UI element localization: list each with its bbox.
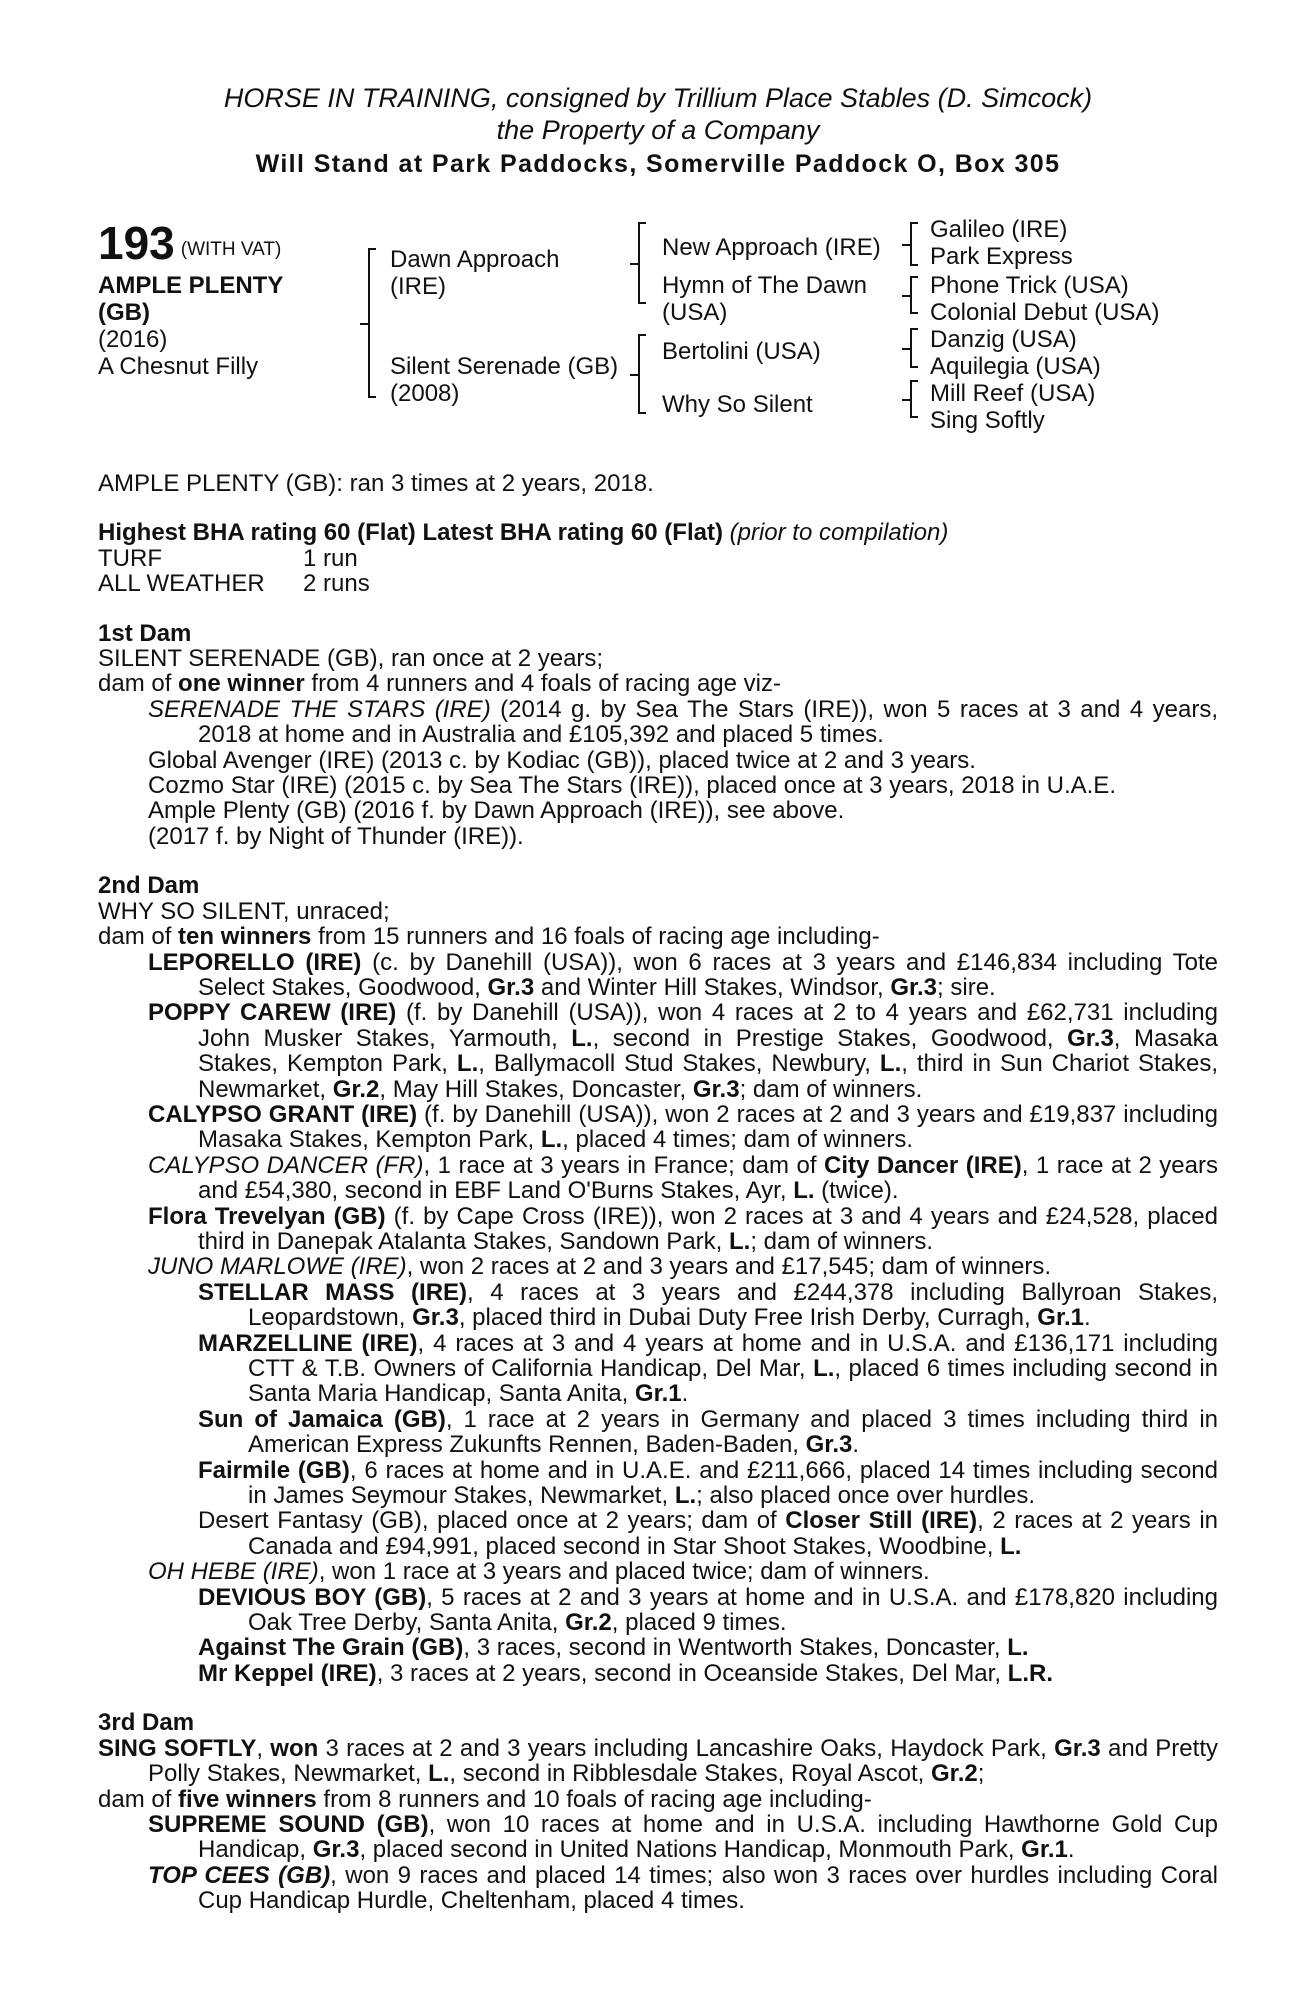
produce-subitem: MARZELLINE (IRE), 4 races at 3 and 4 years at home and in U.S.A. and £136,171 including CTT & T.B. Owners of California Handicap, Del Mar, L., placed 6 times including second in Santa Maria Handicap, Santa Anita, Gr.1. <box>198 1329 1219 1408</box>
sire-dam-country: (USA) <box>662 299 728 326</box>
brace-g3 <box>910 328 920 368</box>
produce-item: SERENADE THE STARS (IRE) (2014 g. by Sea The Stars (IRE)), won 5 races at 3 and 4 years, 2018 at home and in Australia and £105,392 and placed 5 times. <box>148 695 1219 749</box>
produce-item: SUPREME SOUND (GB), won 10 races at home and in U.S.A. including Hawthorne Gold Cup Handicap, Gr.3, placed second in United Nations Handicap, Monmouth Park, Gr.1. <box>148 1810 1218 1864</box>
brace-g2 <box>910 276 920 314</box>
produce-subitem: DEVIOUS BOY (GB), 5 races at 2 and 3 years at home and in U.S.A. and £178,820 including Oak Tree Derby, Santa Anita, Gr.2, placed 9 times. <box>198 1583 1218 1637</box>
dam-sire: Bertolini (USA) <box>662 338 821 365</box>
pedigree-block <box>98 216 1218 471</box>
vat-note: (WITH VAT) <box>180 239 282 260</box>
produce-subitem: STELLAR MASS (IRE), 4 races at 3 years and £244,378 including Ballyroan Stakes, Leopardstown, Gr.3, placed third in Dubai Duty Free Irish Derby, Curragh, Gr.1. <box>198 1278 1219 1332</box>
dam-year: (2008) <box>390 380 460 407</box>
all-weather-line: ALL WEATHER 2 runs <box>98 570 370 598</box>
dam-name: Silent Serenade (GB) <box>390 353 619 380</box>
produce-item: Flora Trevelyan (GB) (f. by Cape Cross (IRE)), won 2 races at 3 and 4 years and £24,528, placed third in Danepak Atalanta Stakes, Sandown Park, L.; dam of winners. <box>148 1202 1218 1255</box>
third-dam-line: SING SOFTLY, won 3 races at 2 and 3 years including Lancashire Oaks, Haydock Park, Gr.3 and Pretty Polly Stakes, Newmarket, L., second in Ribblesdale Stakes, Royal Ascot, Gr.2; <box>98 1734 1218 1788</box>
sire-sire: New Approach (IRE) <box>662 234 881 261</box>
horse-name: AMPLE PLENTY <box>98 272 284 299</box>
second-dam-line: WHY SO SILENT, unraced; <box>98 897 390 925</box>
produce-subitem: Mr Keppel (IRE), 3 races at 2 years, second in Oceanside Stakes, Del Mar, L.R. <box>198 1659 1053 1687</box>
brace-g1 <box>910 222 920 266</box>
produce-item: POPPY CAREW (IRE) (f. by Danehill (USA)), won 4 races at 2 to 4 years and £62,731 including John Musker Stakes, Yarmouth, L., second in Prestige Stakes, Goodwood, Gr.3, Masaka Stakes, Kempton Park, L., Ballymacoll Stud Stakes, Newbury, L., third in Sun Chariot Stakes, Newmarket, Gr.2, May Hill Stakes, Doncaster, Gr.3; dam of winners. <box>148 999 1219 1103</box>
g8: Sing Softly <box>930 407 1045 434</box>
g6: Aquilegia (USA) <box>930 353 1101 380</box>
record-summary: AMPLE PLENTY (GB): ran 3 times at 2 years, 2018. <box>98 470 654 497</box>
g7: Mill Reef (USA) <box>930 380 1096 407</box>
stand-line: Will Stand at Park Paddocks, Somerville Paddock O, Box 305 <box>255 150 1061 178</box>
produce-subitem: Fairmile (GB), 6 races at home and in U.A.E. and £211,666, placed 14 times including second in James Seymour Stakes, Newmarket, L.; also placed once over hurdles. <box>198 1456 1218 1510</box>
produce-subitem: CALYPSO DANCER (FR), 1 race at 3 years in France; dam of City Dancer (IRE), 1 race at 2 years and £54,380, second in EBF Land O'Burns Stakes, Ayr, L. (twice). <box>148 1151 1218 1205</box>
g1: Galileo (IRE) <box>930 216 1068 243</box>
g4: Colonial Debut (USA) <box>930 299 1160 326</box>
produce-item: TOP CEES (GB), won 9 races and placed 14 times; also won 3 races over hurdles including Coral Cup Handicap Hurdle, Cheltenham, placed 4 times. <box>148 1861 1219 1915</box>
consignor-line: HORSE IN TRAINING, consigned by Trillium Place Stables (D. Simcock) <box>223 83 1093 113</box>
rating-line: Highest BHA rating 60 (Flat) Latest BHA rating 60 (Flat) (prior to compilation) <box>98 519 949 547</box>
first-dam-heading: 1st Dam <box>98 619 192 647</box>
horse-year: (2016) <box>98 326 168 353</box>
third-dam-produce-line: dam of five winners from 8 runners and 10 foals of racing age including- <box>98 1785 872 1813</box>
horse-description: A Chesnut Filly <box>98 353 259 380</box>
turf-line: TURF 1 run <box>98 544 358 572</box>
produce-item: LEPORELLO (IRE) (c. by Danehill (USA)), won 6 races at 3 years and £146,834 including Tote Select Stakes, Goodwood, Gr.3 and Winter Hill Stakes, Windsor, Gr.3; sire. <box>148 948 1218 1001</box>
produce-item: OH HEBE (IRE), won 1 race at 3 years and placed twice; dam of winners. <box>148 1558 930 1586</box>
horse-country: (GB) <box>98 299 150 326</box>
produce-subitem: Sun of Jamaica (GB), 1 race at 2 years in Germany and placed 3 times including third in American Express Zukunfts Rennen, Baden-Baden, Gr.3. <box>198 1405 1218 1459</box>
first-dam-line: SILENT SERENADE (GB), ran once at 2 years; <box>98 645 604 673</box>
sire-name: Dawn Approach <box>390 246 560 273</box>
lot-number: 193 <box>98 217 175 269</box>
produce-subitem: Desert Fantasy (GB), placed once at 2 years; dam of Closer Still (IRE), 2 races at 2 years in Canada and £94,991, placed second in Star Shoot Stakes, Woodbine, L. <box>198 1507 1218 1560</box>
produce-item: Cozmo Star (IRE) (2015 c. by Sea The Stars (IRE)), placed once at 3 years, 2018 in U.A.E. <box>148 772 1116 800</box>
sire-country: (IRE) <box>390 273 446 300</box>
dam-dam: Why So Silent <box>662 391 813 418</box>
property-line: the Property of a Company <box>496 115 820 145</box>
second-dam-heading: 2nd Dam <box>98 872 200 900</box>
third-dam-heading: 3rd Dam <box>98 1709 195 1737</box>
brace-g4 <box>910 380 920 418</box>
brace-lot <box>368 248 378 398</box>
brace-sire <box>638 222 648 304</box>
produce-item: Ample Plenty (GB) (2016 f. by Dawn Approach (IRE)), see above. <box>148 797 845 825</box>
produce-item: JUNO MARLOWE (IRE), won 2 races at 2 and 3 years and £17,545; dam of winners. <box>148 1253 1052 1281</box>
g2: Park Express <box>930 243 1073 270</box>
g5: Danzig (USA) <box>930 326 1077 353</box>
produce-subitem: Against The Grain (GB), 3 races, second in Wentworth Stakes, Doncaster, L. <box>198 1634 1029 1662</box>
lot-number-row <box>98 217 282 269</box>
first-dam-produce-line: dam of one winner from 4 runners and 4 foals of racing age viz- <box>98 670 781 698</box>
produce-item: Global Avenger (IRE) (2013 c. by Kodiac (GB)), placed twice at 2 and 3 years. <box>148 746 976 774</box>
second-dam-produce-line: dam of ten winners from 15 runners and 16 foals of racing age including- <box>98 923 880 951</box>
produce-item: (2017 f. by Night of Thunder (IRE)). <box>148 822 524 850</box>
catalogue-page <box>98 82 1218 1914</box>
race-record <box>98 471 1218 1914</box>
sire-dam-name: Hymn of The Dawn <box>662 272 867 299</box>
brace-dam <box>638 334 648 414</box>
g3: Phone Trick (USA) <box>930 272 1129 299</box>
produce-item: CALYPSO GRANT (IRE) (f. by Danehill (USA)), won 2 races at 2 and 3 years and £19,837 including Masaka Stakes, Kempton Park, L., placed 4 times; dam of winners. <box>148 1100 1218 1154</box>
